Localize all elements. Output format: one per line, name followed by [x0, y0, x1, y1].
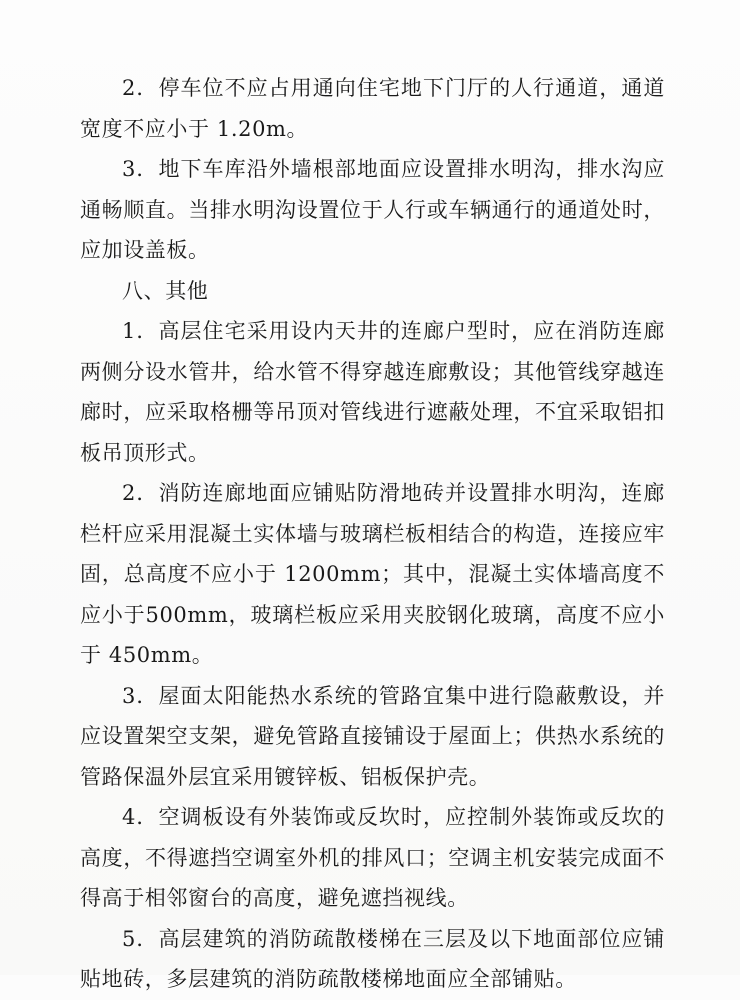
document-body	[80, 68, 665, 1000]
section-heading-other: 八、其他	[122, 278, 209, 303]
paragraph-drainage-ditch: 3．地下车库沿外墙根部地面应设置排水明沟，排水沟应通畅顺直。当排水明沟设置位于人行或车辆通行的通道处时，应加设盖板。	[80, 157, 665, 262]
paragraph-fire-stairs: 5．高层建筑的消防疏散楼梯在三层及以下地面部位应铺贴地砖，多层建筑的消防疏散楼梯地面应全部铺贴。	[80, 926, 665, 991]
paragraph-corridor-pipes: 1．高层住宅采用设内天井的连廊户型时，应在消防连廊两侧分设水管井，给水管不得穿越连廊敷设；其他管线穿越连廊时，应采取格栅等吊顶对管线进行遮蔽处理，不宜采取铝扣板吊顶形式。	[80, 319, 665, 465]
paragraph-ac-board: 4．空调板设有外装饰或反坎时，应控制外装饰或反坎的高度，不得遮挡空调室外机的排风口；空调主机安装完成面不得高于相邻窗台的高度，避免遮挡视线。	[80, 805, 665, 910]
paragraph-corridor-railing: 2．消防连廊地面应铺贴防滑地砖并设置排水明沟，连廊栏杆应采用混凝土实体墙与玻璃栏板相结合的构造，连接应牢固，总高度不应小于 1200mm；其中，混凝土实体墙高度不应小于500mm，玻璃栏板应采用夹胶钢化玻璃，高度不应小于 450mm。	[80, 481, 665, 667]
paragraph-solar-pipes: 3．屋面太阳能热水系统的管路宜集中进行隐蔽敷设，并应设置架空支架，避免管路直接铺设于屋面上；供热水系统的管路保温外层宜采用镀锌板、铝板保护壳。	[80, 683, 665, 789]
paragraph-parking-space: 2．停车位不应占用通向住宅地下门厅的人行通道，通道宽度不应小于 1.20m。	[80, 76, 665, 141]
